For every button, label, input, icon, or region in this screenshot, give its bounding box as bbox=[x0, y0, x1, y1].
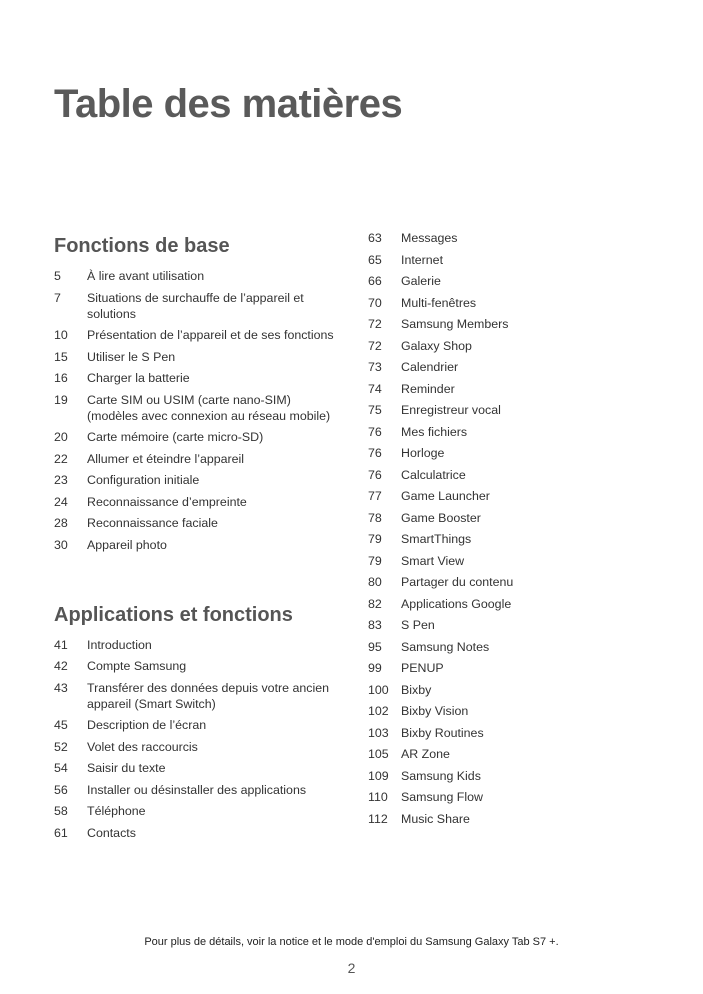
toc-entry-page: 66 bbox=[368, 274, 382, 288]
toc-entry-title: Galaxy Shop bbox=[401, 338, 472, 353]
toc-entry[interactable] bbox=[54, 760, 344, 776]
toc-entry-page: 109 bbox=[368, 768, 389, 783]
toc-entry-title: Utiliser le S Pen bbox=[87, 349, 176, 364]
toc-entry-title: Samsung Flow bbox=[401, 790, 483, 804]
toc-entry-title: S Pen bbox=[401, 618, 435, 632]
toc-entry[interactable] bbox=[368, 467, 668, 483]
toc-entry-title: Reconnaissance d’empreinte bbox=[87, 494, 247, 509]
toc-entry-page: 52 bbox=[54, 739, 68, 754]
toc-entry[interactable] bbox=[368, 574, 668, 590]
toc-entry-title: PENUP bbox=[401, 661, 444, 675]
toc-entry-title: Saisir du texte bbox=[87, 761, 166, 775]
toc-entry-page: 72 bbox=[368, 317, 382, 331]
toc-entry[interactable] bbox=[368, 381, 668, 397]
toc-entry[interactable] bbox=[368, 639, 668, 655]
toc-entry-title: Bixby Vision bbox=[401, 704, 469, 718]
toc-entry-title: Multi-fenêtres bbox=[401, 295, 477, 310]
toc-entry-page: 74 bbox=[368, 381, 382, 396]
toc-entry-page: 103 bbox=[368, 725, 389, 740]
toc-entry[interactable] bbox=[54, 349, 344, 365]
toc-entry-title: Carte SIM ou USIM (carte nano-SIM) (modèles avec connexion au réseau mobile) bbox=[87, 392, 331, 423]
toc-entry-title: Bixby bbox=[401, 682, 432, 697]
toc-entry[interactable] bbox=[54, 680, 344, 712]
toc-entry-page: 75 bbox=[368, 403, 382, 417]
toc-entry-page: 105 bbox=[368, 747, 389, 761]
toc-entry-page: 41 bbox=[54, 637, 68, 652]
toc-entry-title: Présentation de l’appareil et de ses fonctions bbox=[87, 328, 334, 342]
toc-entry-page: 20 bbox=[54, 430, 68, 444]
toc-entry-title: Configuration initiale bbox=[87, 473, 200, 487]
toc-entry-page: 78 bbox=[368, 510, 382, 525]
toc-entry-page: 83 bbox=[368, 618, 382, 632]
toc-entry[interactable] bbox=[368, 746, 668, 762]
toc-entry-page: 23 bbox=[54, 473, 68, 487]
toc-entry[interactable] bbox=[368, 768, 668, 784]
toc-list-apps bbox=[54, 637, 344, 841]
toc-entry-page: 80 bbox=[368, 575, 382, 589]
toc-entry[interactable] bbox=[54, 268, 344, 284]
toc-entry[interactable] bbox=[368, 660, 668, 676]
toc-entry-title: Introduction bbox=[87, 637, 152, 652]
toc-entry-page: 54 bbox=[54, 761, 68, 775]
toc-entry-title: Applications Google bbox=[401, 596, 512, 611]
toc-entry-page: 70 bbox=[368, 295, 382, 310]
toc-entry[interactable] bbox=[54, 392, 344, 424]
toc-entry-page: 7 bbox=[54, 290, 61, 305]
toc-entry-page: 73 bbox=[368, 360, 382, 374]
toc-entry-page: 30 bbox=[54, 537, 68, 552]
toc-entry[interactable] bbox=[368, 596, 668, 612]
toc-entry-title: Situations de surchauffe de l’appareil et solutions bbox=[87, 290, 304, 321]
toc-entry-title: Bixby Routines bbox=[401, 725, 484, 740]
toc-list-basics bbox=[54, 268, 344, 553]
toc-entry-page: 28 bbox=[54, 516, 68, 530]
toc-entry-page: 45 bbox=[54, 718, 68, 732]
toc-entry-title: Installer ou désinstaller des applications bbox=[87, 782, 307, 797]
toc-entry-title: Volet des raccourcis bbox=[87, 739, 198, 754]
toc-entry-page: 61 bbox=[54, 825, 68, 840]
toc-entry-page: 15 bbox=[54, 349, 68, 364]
toc-entry[interactable] bbox=[54, 825, 344, 841]
toc-entry[interactable] bbox=[368, 424, 668, 440]
toc-entry[interactable] bbox=[368, 338, 668, 354]
footer-note: Pour plus de détails, voir la notice et le mode d'emploi du Samsung Galaxy Tab S7 +. bbox=[144, 936, 559, 948]
section-heading-apps: Applications et fonctions bbox=[54, 603, 293, 626]
toc-entry-title: Charger la batterie bbox=[87, 371, 190, 385]
toc-entry[interactable] bbox=[368, 252, 668, 268]
toc-entry[interactable] bbox=[368, 230, 668, 246]
toc-entry[interactable] bbox=[368, 295, 668, 311]
toc-entry-title: Internet bbox=[401, 252, 444, 267]
toc-entry-title: Music Share bbox=[401, 811, 470, 826]
toc-entry[interactable] bbox=[368, 725, 668, 741]
toc-entry-title: Enregistreur vocal bbox=[401, 403, 501, 417]
toc-entry[interactable] bbox=[54, 429, 344, 445]
toc-entry-page: 19 bbox=[54, 392, 68, 407]
toc-entry[interactable] bbox=[368, 682, 668, 698]
page-title: Table des matières bbox=[54, 82, 403, 126]
toc-entry-page: 65 bbox=[368, 252, 382, 267]
toc-entry-title: Appareil photo bbox=[87, 537, 167, 552]
toc-entry-title: Téléphone bbox=[87, 804, 146, 818]
toc-entry[interactable] bbox=[368, 617, 668, 633]
toc-entry-page: 43 bbox=[54, 680, 68, 695]
toc-entry-page: 42 bbox=[54, 659, 68, 673]
toc-entry-page: 82 bbox=[368, 596, 382, 611]
toc-entry[interactable] bbox=[368, 531, 668, 547]
toc-entry-title: Reminder bbox=[401, 381, 455, 396]
toc-entry[interactable] bbox=[368, 402, 668, 418]
toc-entry-page: 63 bbox=[368, 231, 382, 245]
toc-entry[interactable] bbox=[368, 316, 668, 332]
toc-entry-title: Smart View bbox=[401, 553, 465, 568]
toc-entry[interactable] bbox=[54, 637, 344, 653]
toc-right-column bbox=[368, 230, 668, 832]
toc-entry-page: 79 bbox=[368, 532, 382, 546]
toc-entry-page: 76 bbox=[368, 424, 382, 439]
toc-entry[interactable] bbox=[54, 515, 344, 531]
toc-entry[interactable] bbox=[54, 494, 344, 510]
toc-entry[interactable] bbox=[54, 327, 344, 343]
toc-entry[interactable] bbox=[368, 703, 668, 719]
toc-entry-title: Description de l’écran bbox=[87, 718, 207, 732]
toc-entry-title: Messages bbox=[401, 231, 458, 245]
toc-entry-title: Reconnaissance faciale bbox=[87, 516, 218, 530]
toc-entry-page: 102 bbox=[368, 704, 389, 718]
toc-entry[interactable] bbox=[368, 445, 668, 461]
toc-entry-page: 99 bbox=[368, 661, 382, 675]
toc-entry[interactable] bbox=[368, 359, 668, 375]
toc-entry[interactable] bbox=[54, 451, 344, 467]
toc-entry-title: Partager du contenu bbox=[401, 575, 514, 589]
toc-entry-page: 58 bbox=[54, 804, 68, 818]
toc-entry-page: 5 bbox=[54, 269, 61, 283]
toc-entry[interactable] bbox=[368, 488, 668, 504]
toc-entry-page: 77 bbox=[368, 489, 382, 503]
toc-entry[interactable] bbox=[54, 782, 344, 798]
section-heading-basics: Fonctions de base bbox=[54, 235, 230, 257]
toc-entry[interactable] bbox=[368, 553, 668, 569]
toc-entry-title: Horloge bbox=[401, 446, 445, 460]
toc-entry[interactable] bbox=[54, 290, 344, 322]
toc-entry-page: 72 bbox=[368, 338, 382, 353]
toc-entry-title: Galerie bbox=[401, 274, 441, 288]
toc-entry-title: Compte Samsung bbox=[87, 659, 187, 673]
toc-entry[interactable] bbox=[368, 510, 668, 526]
toc-entry-page: 76 bbox=[368, 467, 382, 482]
toc-entry[interactable] bbox=[54, 658, 344, 674]
toc-entry-title: Samsung Notes bbox=[401, 639, 490, 654]
toc-entry-title: Contacts bbox=[87, 825, 136, 840]
toc-entry[interactable] bbox=[368, 811, 668, 827]
toc-left-column bbox=[54, 230, 344, 846]
toc-entry-title: Game Booster bbox=[401, 510, 481, 525]
toc-entry-page: 112 bbox=[368, 811, 388, 826]
toc-entry-page: 79 bbox=[368, 553, 382, 568]
toc-entry-page: 10 bbox=[54, 328, 68, 342]
toc-entry-title: Calculatrice bbox=[401, 467, 466, 482]
toc-entry[interactable] bbox=[54, 472, 344, 488]
toc-entry-title: SmartThings bbox=[401, 532, 472, 546]
toc-entry-page: 24 bbox=[54, 494, 68, 509]
toc-entry[interactable] bbox=[54, 739, 344, 755]
toc-list-apps-continued bbox=[368, 230, 668, 827]
toc-entry[interactable] bbox=[368, 273, 668, 289]
toc-entry-title: À lire avant utilisation bbox=[87, 269, 205, 283]
toc-entry-page: 22 bbox=[54, 451, 68, 466]
toc-entry[interactable] bbox=[54, 537, 344, 553]
toc-entry-title: Mes fichiers bbox=[401, 424, 468, 439]
toc-entry-page: 56 bbox=[54, 782, 68, 797]
page-number: 2 bbox=[347, 960, 356, 976]
toc-entry-title: Calendrier bbox=[401, 360, 459, 374]
toc-entry-title: AR Zone bbox=[401, 747, 450, 761]
toc-entry-title: Samsung Members bbox=[401, 317, 509, 331]
toc-entry-title: Game Launcher bbox=[401, 489, 490, 503]
toc-entry-title: Carte mémoire (carte micro-SD) bbox=[87, 430, 264, 444]
toc-entry-page: 110 bbox=[368, 790, 388, 804]
toc-entry[interactable] bbox=[368, 789, 668, 805]
toc-entry-page: 100 bbox=[368, 682, 389, 697]
toc-entry[interactable] bbox=[54, 803, 344, 819]
toc-entry-title: Allumer et éteindre l’appareil bbox=[87, 451, 245, 466]
toc-entry-page: 76 bbox=[368, 446, 382, 460]
toc-entry-page: 16 bbox=[54, 371, 68, 385]
toc-entry-page: 95 bbox=[368, 639, 382, 654]
toc-entry-title: Transférer des données depuis votre ancien appareil (Smart Switch) bbox=[87, 680, 329, 711]
toc-entry[interactable] bbox=[54, 370, 344, 386]
toc-entry-title: Samsung Kids bbox=[401, 768, 481, 783]
toc-entry[interactable] bbox=[54, 717, 344, 733]
